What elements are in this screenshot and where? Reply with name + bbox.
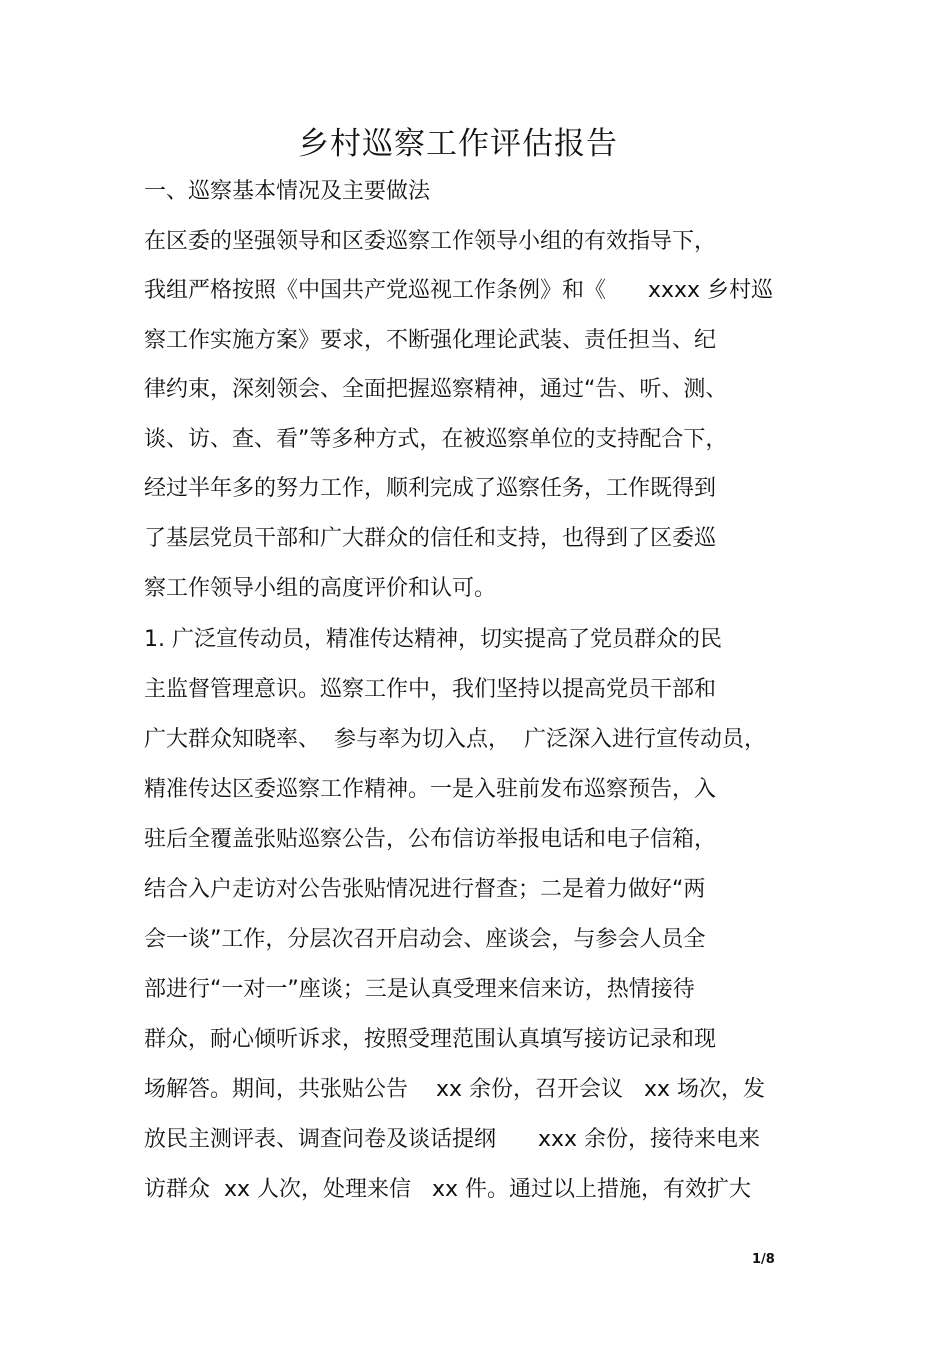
paragraph-line: 精准传达区委巡察工作精神。一是入驻前发布巡察预告，入 [144,777,717,802]
paragraph-line: 察工作实施方案》要求，不断强化理论武装、责任担当、纪 [144,328,717,353]
paragraph-line: 场解答。期间，共张贴公告 xx 余份，召开会议 xx 场次，发 [144,1077,766,1102]
section-heading: 一、巡察基本情况及主要做法 [144,179,431,204]
paragraph-line: 察工作领导小组的高度评价和认可。 [144,576,497,601]
paragraph-line: 广大群众知晓率、 参与率为切入点， 广泛深入进行宣传动员， [144,727,766,752]
paragraph-line: 主监督管理意识。巡察工作中，我们坚持以提高党员干部和 [144,677,717,702]
numbered-item-line: 1. 广泛宣传动员，精准传达精神，切实提高了党员群众的民 [144,627,722,652]
paragraph-line: 部进行“一对一”座谈；三是认真受理来信来访，热情接待 [144,977,695,1002]
page-number: 1/8 [752,1252,775,1267]
paragraph-line: 经过半年多的努力工作，顺利完成了巡察任务，工作既得到 [144,476,717,501]
paragraph-line: 访群众 xx 人次，处理来信 xx 件。通过以上措施，有效扩大 [144,1177,752,1202]
paragraph-line: 谈、访、查、看”等多种方式，在被巡察单位的支持配合下， [144,427,728,452]
document-title: 乡村巡察工作评估报告 [298,126,618,162]
paragraph-line: 结合入户走访对公告张贴情况进行督查；二是着力做好“两 [144,877,706,902]
paragraph-line: 驻后全覆盖张贴巡察公告，公布信访举报电话和电子信箱， [144,827,717,852]
paragraph-line: 放民主测评表、调查问卷及谈话提纲 xxx 余份，接待来电来 [144,1127,761,1152]
paragraph-line: 在区委的坚强领导和区委巡察工作领导小组的有效指导下， [144,229,717,254]
paragraph-line: 群众，耐心倾听诉求，按照受理范围认真填写接访记录和现 [144,1027,717,1052]
paragraph-line: 了基层党员干部和广大群众的信任和支持，也得到了区委巡 [144,526,717,551]
paragraph-line: 我组严格按照《中国共产党巡视工作条例》和《 xxxx 乡村巡 [144,278,774,303]
paragraph-line: 律约束，深刻领会、全面把握巡察精神，通过“告、听、测、 [144,377,728,402]
paragraph-line: 会一谈”工作，分层次召开启动会、座谈会，与参会人员全 [144,927,706,952]
